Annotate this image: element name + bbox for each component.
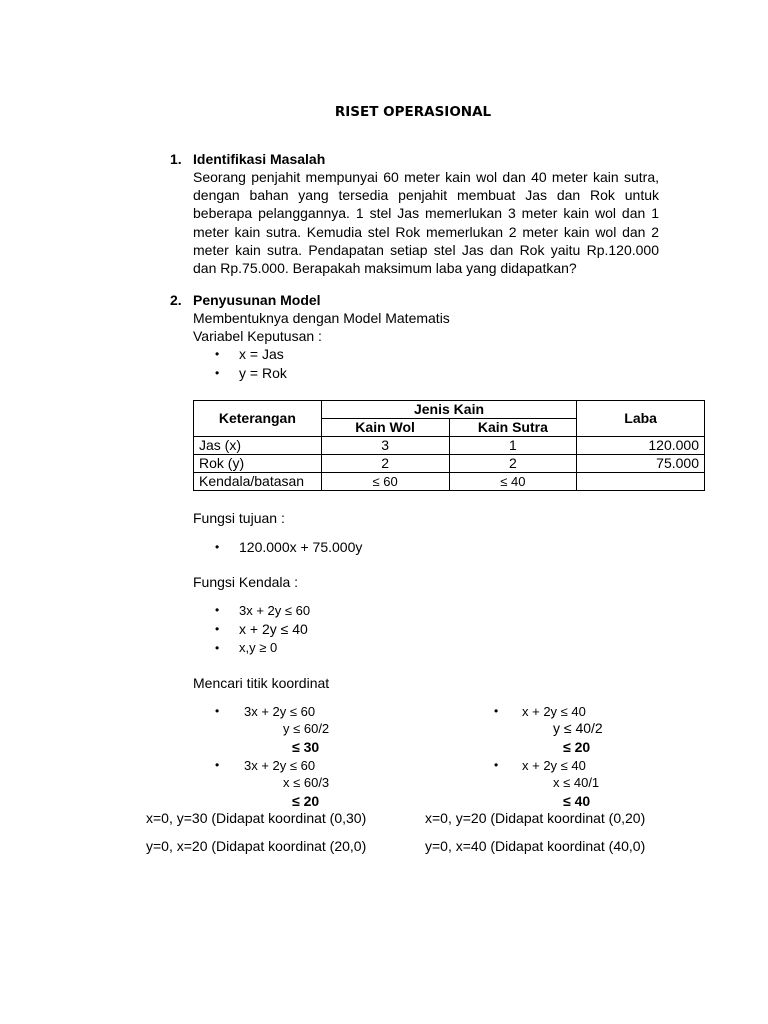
table-header-row: [194, 401, 705, 419]
bullet-icon: •: [215, 758, 220, 772]
koordinat-conclusion: y=0, x=20 (Didapat koordinat (20,0): [146, 838, 367, 854]
paragraph-line: beberapa pelanggannya. 1 stel Jas memerlukan 3 meter kain wol dan 1: [193, 205, 659, 222]
koordinat-conclusion: x=0, y=20 (Didapat koordinat (0,20): [425, 810, 646, 826]
cell-wol: 3: [321, 437, 449, 455]
koordinat-result: ≤ 40: [563, 793, 591, 809]
header-jenis-kain: Jenis Kain: [321, 401, 577, 419]
bullet-icon: •: [215, 366, 220, 380]
koordinat-equation: 3x + 2y ≤ 60: [244, 758, 316, 773]
paragraph-line: dengan bahan yang tersedia penjahit membuat Jas dan Rok untuk: [193, 187, 659, 204]
paragraph-line: dan Rp.75.000. Berapakah maksimum laba yang didapatkan?: [193, 260, 577, 277]
header-keterangan: Keterangan: [194, 401, 322, 437]
bullet-icon: •: [215, 622, 220, 636]
cell-sutra: 2: [449, 455, 577, 473]
cell-wol: 2: [321, 455, 449, 473]
paragraph-line: Seorang penjahit mempunyai 60 meter kain wol dan 40 meter kain sutra,: [193, 169, 659, 185]
bullet-icon: •: [494, 704, 499, 718]
bullet-icon: •: [215, 347, 220, 361]
cell-wol: ≤ 60: [321, 473, 449, 491]
koordinat-result: ≤ 20: [292, 793, 320, 809]
koordinat-result: ≤ 30: [292, 739, 320, 755]
bullet-icon: •: [215, 540, 220, 554]
header-laba: Laba: [577, 401, 705, 437]
fungsi-kendala-label: Fungsi Kendala :: [193, 574, 299, 590]
cell-label: Kendala/batasan: [194, 473, 322, 491]
koordinat-result: ≤ 20: [563, 739, 591, 755]
section-2-line: Membentuknya dengan Model Matematis: [193, 310, 450, 326]
fungsi-tujuan-item: 120.000x + 75.000y: [239, 539, 363, 555]
section-2-number: 2.: [170, 292, 182, 308]
cell-label: Jas (x): [194, 437, 322, 455]
table-row: [194, 437, 705, 455]
koordinat-equation: x + 2y ≤ 40: [522, 704, 586, 719]
header-kain-sutra: Kain Sutra: [449, 419, 577, 437]
constraint-table: [193, 400, 705, 491]
header-kain-wol: Kain Wol: [321, 419, 449, 437]
koordinat-step: x ≤ 60/3: [283, 775, 330, 790]
bullet-icon: •: [494, 758, 499, 772]
section-1-heading: Identifikasi Masalah: [193, 151, 326, 167]
section-2-line: Variabel Keputusan :: [193, 328, 322, 344]
bullet-icon: •: [215, 641, 220, 655]
bullet-icon: •: [215, 704, 220, 718]
variable-item: y = Rok: [239, 365, 287, 381]
page-title: RISET OPERASIONAL: [334, 104, 492, 120]
paragraph-line: meter kain sutra. Kemudia stel Rok memerlukan 2 meter kain wol dan 2: [193, 223, 659, 240]
paragraph-line: meter kain sutra. Pendapatan setiap stel Jas dan Rok yaitu Rp.120.000: [193, 241, 659, 258]
fungsi-tujuan-label: Fungsi tujuan :: [193, 510, 285, 526]
koordinat-step: x ≤ 40/1: [553, 775, 600, 790]
koordinat-equation: 3x + 2y ≤ 60: [244, 704, 316, 719]
section-1-paragraph: [193, 168, 659, 277]
kendala-item: x,y ≥ 0: [239, 640, 278, 655]
koordinat-conclusion: x=0, y=30 (Didapat koordinat (0,30): [146, 810, 367, 826]
cell-laba: 75.000: [577, 455, 705, 473]
koordinat-step: y ≤ 60/2: [283, 721, 330, 736]
koordinat-label: Mencari titik koordinat: [193, 675, 330, 691]
kendala-item: 3x + 2y ≤ 60: [239, 603, 311, 618]
section-2-heading: Penyusunan Model: [193, 292, 321, 308]
bullet-icon: •: [215, 603, 220, 617]
cell-laba: 120.000: [577, 437, 705, 455]
variable-item: x = Jas: [239, 346, 284, 362]
cell-laba: [577, 473, 705, 491]
koordinat-conclusion: y=0, x=40 (Didapat koordinat (40,0): [425, 838, 646, 854]
cell-sutra: ≤ 40: [449, 473, 577, 491]
cell-label: Rok (y): [194, 455, 322, 473]
table-row: [194, 455, 705, 473]
table-row: [194, 473, 705, 491]
koordinat-step: y ≤ 40/2: [553, 720, 603, 736]
cell-sutra: 1: [449, 437, 577, 455]
koordinat-equation: x + 2y ≤ 40: [522, 758, 586, 773]
section-1-number: 1.: [170, 151, 182, 167]
kendala-item: x + 2y ≤ 40: [239, 621, 308, 637]
